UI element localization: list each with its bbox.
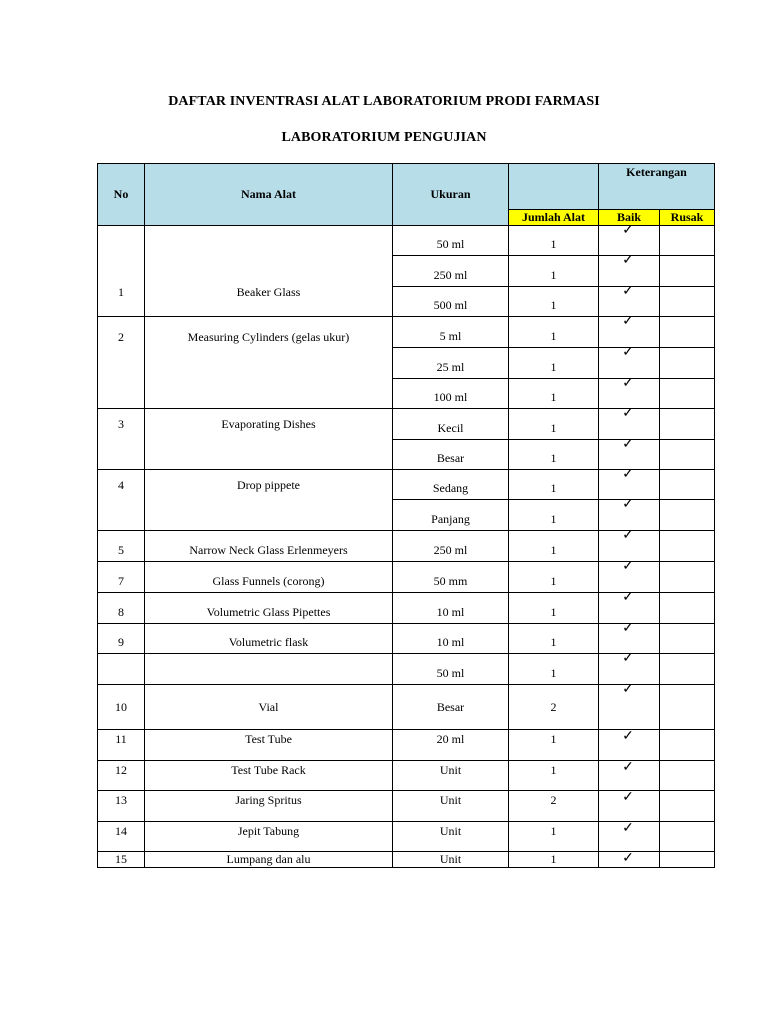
- cell-ukuran: 50 mm: [393, 562, 509, 593]
- cell-baik: [599, 528, 660, 562]
- cell-rusak: [660, 440, 715, 470]
- cell-rusak: [660, 730, 715, 761]
- cell-jumlah: 1: [509, 852, 599, 868]
- cell-baik: [599, 497, 660, 531]
- header-rusak: Rusak: [660, 210, 715, 226]
- cell-no: 7: [98, 562, 145, 593]
- header-keterangan: Keterangan: [599, 164, 715, 210]
- cell-no: 12: [98, 761, 145, 791]
- cell-no: 15: [98, 852, 145, 868]
- cell-nama: Jaring Spritus: [145, 791, 393, 822]
- table-row: [98, 470, 715, 500]
- cell-rusak: [660, 317, 715, 348]
- cell-no: 9: [98, 624, 145, 654]
- checkmark-icon: ✓: [622, 682, 634, 697]
- table-row: [98, 654, 715, 685]
- cell-baik: [599, 376, 660, 409]
- cell-jumlah: 1: [509, 531, 599, 562]
- cell-jumlah: 1: [509, 256, 599, 287]
- checkmark-icon: ✓: [622, 497, 634, 512]
- table-row: [98, 852, 715, 868]
- cell-no: [98, 654, 145, 685]
- cell-nama: Beaker Glass: [145, 226, 393, 317]
- cell-jumlah: 1: [509, 593, 599, 624]
- cell-rusak: [660, 761, 715, 791]
- cell-jumlah: 1: [509, 287, 599, 317]
- cell-baik: [599, 467, 660, 500]
- table-row: [98, 317, 715, 348]
- header-nama-alat: Nama Alat: [145, 164, 393, 226]
- cell-nama: Narrow Neck Glass Erlenmeyers: [145, 531, 393, 562]
- cell-nama: Measuring Cylinders (gelas ukur): [145, 317, 393, 409]
- cell-rusak: [660, 379, 715, 409]
- cell-baik: [599, 437, 660, 470]
- cell-jumlah: 1: [509, 730, 599, 761]
- cell-ukuran: Unit: [393, 761, 509, 791]
- cell-ukuran: Unit: [393, 822, 509, 852]
- cell-no: 3: [98, 409, 145, 470]
- table-row: [98, 226, 715, 256]
- cell-jumlah: 1: [509, 317, 599, 348]
- table-row: [98, 791, 715, 822]
- cell-nama: Volumetric flask: [145, 624, 393, 654]
- cell-jumlah: 1: [509, 562, 599, 593]
- cell-baik: [599, 730, 660, 761]
- checkmark-icon: ✓: [622, 345, 634, 360]
- cell-ukuran: Besar: [393, 440, 509, 470]
- table-row: [98, 531, 715, 562]
- table-row: [98, 562, 715, 593]
- cell-ukuran: Panjang: [393, 500, 509, 531]
- cell-ukuran: 250 ml: [393, 531, 509, 562]
- checkmark-icon: ✓: [622, 790, 634, 805]
- cell-baik: [599, 314, 660, 348]
- checkmark-icon: ✓: [622, 851, 634, 866]
- cell-no: 5: [98, 531, 145, 562]
- inventory-table: [97, 163, 715, 868]
- checkmark-icon: ✓: [622, 406, 634, 421]
- checkmark-icon: ✓: [622, 467, 634, 482]
- checkmark-icon: ✓: [622, 821, 634, 836]
- cell-baik: [599, 822, 660, 852]
- table-row: [98, 730, 715, 761]
- checkmark-icon: ✓: [622, 376, 634, 391]
- cell-jumlah: 1: [509, 440, 599, 470]
- header-no: No: [98, 164, 145, 226]
- cell-baik: [599, 345, 660, 379]
- cell-baik: [599, 253, 660, 287]
- cell-no: 10: [98, 685, 145, 730]
- cell-rusak: [660, 685, 715, 730]
- cell-rusak: [660, 822, 715, 852]
- header-baik: Baik: [599, 210, 660, 226]
- cell-no: 14: [98, 822, 145, 852]
- cell-nama: [145, 654, 393, 685]
- cell-no: 2: [98, 317, 145, 409]
- table-row: [98, 624, 715, 654]
- cell-ukuran: 500 ml: [393, 287, 509, 317]
- cell-baik: [599, 621, 660, 654]
- cell-jumlah: 1: [509, 409, 599, 440]
- cell-no: 1: [98, 226, 145, 317]
- cell-rusak: [660, 287, 715, 317]
- cell-ukuran: Sedang: [393, 470, 509, 500]
- cell-baik: [599, 590, 660, 624]
- cell-jumlah: 1: [509, 761, 599, 791]
- checkmark-icon: ✓: [622, 621, 634, 636]
- cell-ukuran: 100 ml: [393, 379, 509, 409]
- cell-baik: [599, 791, 660, 822]
- checkmark-icon: ✓: [622, 223, 634, 238]
- header-blank: [509, 164, 599, 210]
- document-title: DAFTAR INVENTRASI ALAT LABORATORIUM PRODI FARMASI: [168, 94, 600, 109]
- cell-jumlah: 1: [509, 226, 599, 256]
- cell-ukuran: 25 ml: [393, 348, 509, 379]
- cell-jumlah: 2: [509, 685, 599, 730]
- cell-ukuran: Unit: [393, 791, 509, 822]
- checkmark-icon: ✓: [622, 437, 634, 452]
- cell-no: 11: [98, 730, 145, 761]
- cell-ukuran: 50 ml: [393, 226, 509, 256]
- checkmark-icon: ✓: [622, 651, 634, 666]
- cell-jumlah: 1: [509, 654, 599, 685]
- cell-baik: [599, 651, 660, 685]
- cell-jumlah: 2: [509, 791, 599, 822]
- checkmark-icon: ✓: [622, 559, 634, 574]
- cell-rusak: [660, 593, 715, 624]
- checkmark-icon: ✓: [622, 314, 634, 329]
- cell-nama: Volumetric Glass Pipettes: [145, 593, 393, 624]
- cell-rusak: [660, 562, 715, 593]
- checkmark-icon: ✓: [622, 590, 634, 605]
- checkmark-icon: ✓: [622, 528, 634, 543]
- cell-jumlah: 1: [509, 500, 599, 531]
- cell-ukuran: Kecil: [393, 409, 509, 440]
- cell-ukuran: 10 ml: [393, 593, 509, 624]
- table-row: [98, 593, 715, 624]
- cell-jumlah: 1: [509, 348, 599, 379]
- cell-baik: [599, 223, 660, 256]
- cell-rusak: [660, 852, 715, 868]
- cell-rusak: [660, 791, 715, 822]
- cell-nama: Lumpang dan alu: [145, 852, 393, 868]
- cell-rusak: [660, 654, 715, 685]
- cell-rusak: [660, 500, 715, 531]
- header-jumlah-alat: Jumlah Alat: [509, 210, 599, 226]
- cell-nama: Drop pippete: [145, 470, 393, 531]
- cell-no: 13: [98, 791, 145, 822]
- table-row: [98, 761, 715, 791]
- cell-ukuran: Unit: [393, 852, 509, 868]
- cell-nama: Test Tube Rack: [145, 761, 393, 791]
- cell-baik: [599, 284, 660, 317]
- checkmark-icon: ✓: [622, 760, 634, 775]
- cell-ukuran: 5 ml: [393, 317, 509, 348]
- cell-ukuran: 250 ml: [393, 256, 509, 287]
- cell-ukuran: 50 ml: [393, 654, 509, 685]
- cell-nama: Glass Funnels (corong): [145, 562, 393, 593]
- document-subtitle: LABORATORIUM PENGUJIAN: [281, 130, 487, 145]
- header-ukuran: Ukuran: [393, 164, 509, 226]
- cell-rusak: [660, 624, 715, 654]
- checkmark-icon: ✓: [622, 253, 634, 268]
- cell-baik: [599, 559, 660, 593]
- table-row: [98, 685, 715, 730]
- cell-nama: Jepit Tabung: [145, 822, 393, 852]
- cell-no: 8: [98, 593, 145, 624]
- cell-rusak: [660, 226, 715, 256]
- cell-baik: [599, 852, 660, 868]
- cell-rusak: [660, 409, 715, 440]
- cell-rusak: [660, 470, 715, 500]
- cell-rusak: [660, 348, 715, 379]
- cell-jumlah: 1: [509, 822, 599, 852]
- cell-nama: Test Tube: [145, 730, 393, 761]
- cell-jumlah: 1: [509, 624, 599, 654]
- cell-ukuran: 10 ml: [393, 624, 509, 654]
- table-row: [98, 822, 715, 852]
- checkmark-icon: ✓: [622, 729, 634, 744]
- cell-no: 4: [98, 470, 145, 531]
- cell-rusak: [660, 531, 715, 562]
- cell-nama: Evaporating Dishes: [145, 409, 393, 470]
- cell-baik: [599, 682, 660, 730]
- cell-rusak: [660, 256, 715, 287]
- cell-ukuran: Besar: [393, 685, 509, 730]
- checkmark-icon: ✓: [622, 284, 634, 299]
- cell-ukuran: 20 ml: [393, 730, 509, 761]
- cell-baik: [599, 761, 660, 791]
- cell-baik: [599, 406, 660, 440]
- table-row: [98, 409, 715, 440]
- cell-jumlah: 1: [509, 379, 599, 409]
- cell-nama: Vial: [145, 685, 393, 730]
- cell-jumlah: 1: [509, 470, 599, 500]
